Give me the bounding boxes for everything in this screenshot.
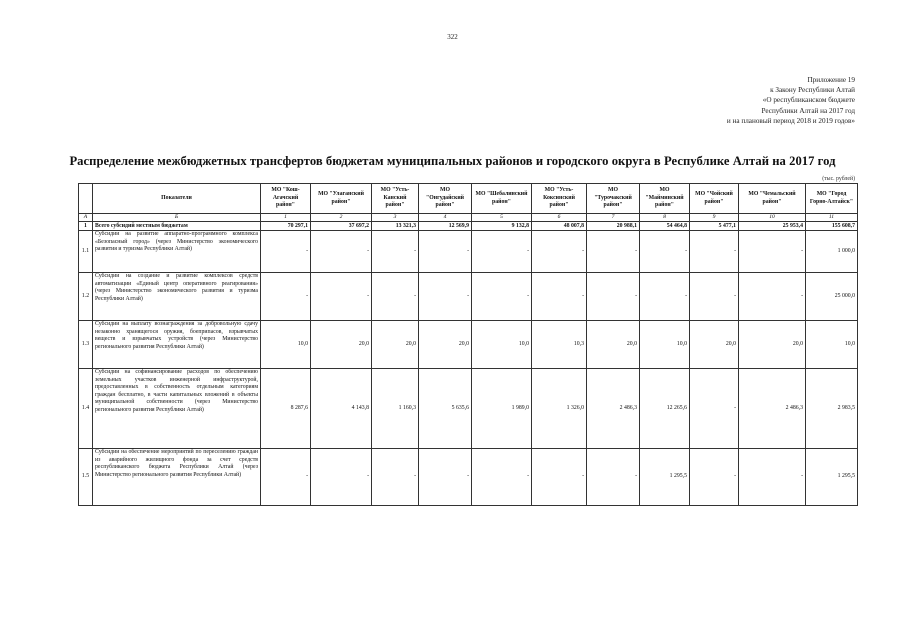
row-name: Субсидии на обеспечение мероприятий по переселению граждан из аварийного жилищного фонда за счет средств республиканского бюджета Республики Алтай (через Министерство регионального развития Республики Алтай) bbox=[93, 449, 261, 506]
column-index: 3 bbox=[372, 214, 419, 222]
value-cell: - bbox=[311, 231, 372, 273]
column-header: МО "Улаганский район" bbox=[311, 184, 372, 214]
value-cell: - bbox=[587, 273, 640, 321]
value-cell: 54 464,8 bbox=[640, 222, 690, 231]
row-number: 1 bbox=[79, 222, 93, 231]
column-index: 11 bbox=[806, 214, 858, 222]
value-cell: - bbox=[372, 449, 419, 506]
value-cell: - bbox=[311, 449, 372, 506]
appendix-line: к Закону Республики Алтай bbox=[770, 86, 855, 95]
value-cell: - bbox=[739, 449, 806, 506]
value-cell: 37 697,2 bbox=[311, 222, 372, 231]
value-cell: - bbox=[587, 449, 640, 506]
value-cell: 12 265,6 bbox=[640, 369, 690, 449]
value-cell: 2 486,3 bbox=[587, 369, 640, 449]
value-cell: 8 287,6 bbox=[261, 369, 311, 449]
value-cell: 25 953,4 bbox=[739, 222, 806, 231]
column-header bbox=[79, 184, 93, 214]
row-number: 1.4 bbox=[79, 369, 93, 449]
value-cell: - bbox=[532, 231, 587, 273]
value-cell: 9 132,8 bbox=[472, 222, 532, 231]
row-name: Субсидии на софинансирование расходов по обеспечению земельных участков инженерной инфраструктурой, предоставленных в собственность отдельным категориям граждан бесплатно, в части капитальных вложений в объекты муниципальной собственности (через Министерство регионального развития Республики Алтай) bbox=[93, 369, 261, 449]
appendix-line: Республики Алтай на 2017 год bbox=[761, 106, 855, 115]
value-cell: 20,0 bbox=[690, 321, 739, 369]
value-cell: 2 486,3 bbox=[739, 369, 806, 449]
value-cell: - bbox=[690, 231, 739, 273]
table-row bbox=[79, 449, 858, 506]
value-cell: 1 295,5 bbox=[806, 449, 858, 506]
column-index: 5 bbox=[472, 214, 532, 222]
column-header: МО "Майминский район" bbox=[640, 184, 690, 214]
value-cell: 20,0 bbox=[419, 321, 472, 369]
column-header: МО "Онгудайский район" bbox=[419, 184, 472, 214]
row-name: Субсидии на выплату вознаграждения за добровольную сдачу незаконно хранящегося оружия, боеприпасов, взрывчатых веществ и взрывчатых устройств (через Министерство регионального развития Республики Алтай) bbox=[93, 321, 261, 369]
value-cell: - bbox=[690, 449, 739, 506]
value-cell: 5 477,1 bbox=[690, 222, 739, 231]
value-cell: 155 608,7 bbox=[806, 222, 858, 231]
column-index: 10 bbox=[739, 214, 806, 222]
value-cell: 20 988,1 bbox=[587, 222, 640, 231]
value-cell: 1 295,5 bbox=[640, 449, 690, 506]
column-header: МО "Чемальский район" bbox=[739, 184, 806, 214]
appendix-line: и на плановый период 2018 и 2019 годов» bbox=[726, 116, 855, 125]
column-header: МО "Турочакский район" bbox=[587, 184, 640, 214]
value-cell: - bbox=[739, 273, 806, 321]
row-number: 1.2 bbox=[79, 273, 93, 321]
value-cell: 25 000,0 bbox=[806, 273, 858, 321]
value-cell: - bbox=[472, 231, 532, 273]
column-index-row bbox=[79, 214, 858, 222]
row-number: 1.1 bbox=[79, 231, 93, 273]
value-cell: - bbox=[587, 231, 640, 273]
value-cell: 5 635,6 bbox=[419, 369, 472, 449]
column-index: 7 bbox=[587, 214, 640, 222]
value-cell: - bbox=[472, 449, 532, 506]
appendix-line: «О республиканском бюджете bbox=[762, 96, 855, 105]
value-cell: 4 143,8 bbox=[311, 369, 372, 449]
units-label: (тыс. рублей) bbox=[822, 176, 855, 182]
column-header: МО "Шебалинский район" bbox=[472, 184, 532, 214]
appendix-line: Приложение 19 bbox=[807, 76, 855, 84]
value-cell: 1 326,0 bbox=[532, 369, 587, 449]
row-number: 1.3 bbox=[79, 321, 93, 369]
document-title: Распределение межбюджетных трансфертов бюджетам муниципальных районов и городского округа в Республике Алтай на 2017 год bbox=[69, 154, 836, 168]
value-cell: - bbox=[261, 273, 311, 321]
header-row bbox=[79, 184, 858, 214]
value-cell: - bbox=[640, 273, 690, 321]
value-cell: 10,0 bbox=[806, 321, 858, 369]
value-cell: 1 000,0 bbox=[806, 231, 858, 273]
column-index: Б bbox=[93, 214, 261, 222]
value-cell: - bbox=[472, 273, 532, 321]
column-index: 1 bbox=[261, 214, 311, 222]
table-row bbox=[79, 321, 858, 369]
value-cell: 10,3 bbox=[532, 321, 587, 369]
value-cell: 20,0 bbox=[311, 321, 372, 369]
transfers-table bbox=[78, 183, 858, 506]
row-name: Субсидии на развитие аппаратно-программного комплекса «Безопасный город» (через Министерство экономического развития и туризма Республики Алтай) bbox=[93, 231, 261, 273]
column-header: МО "Чойский район" bbox=[690, 184, 739, 214]
value-cell: 12 569,9 bbox=[419, 222, 472, 231]
value-cell: 10,0 bbox=[640, 321, 690, 369]
column-header: Показатели bbox=[93, 184, 261, 214]
column-header: МО "Кош-Агачский район" bbox=[261, 184, 311, 214]
value-cell: 2 983,5 bbox=[806, 369, 858, 449]
value-cell: - bbox=[261, 449, 311, 506]
table-row bbox=[79, 369, 858, 449]
value-cell: 1 989,0 bbox=[472, 369, 532, 449]
row-number: 1.5 bbox=[79, 449, 93, 506]
value-cell: 13 321,3 bbox=[372, 222, 419, 231]
value-cell: - bbox=[372, 273, 419, 321]
column-header: МО "Город Горно-Алтайск" bbox=[806, 184, 858, 214]
value-cell: 48 007,8 bbox=[532, 222, 587, 231]
value-cell: - bbox=[739, 231, 806, 273]
column-header: МО "Усть-Коксинский район" bbox=[532, 184, 587, 214]
value-cell: - bbox=[261, 231, 311, 273]
value-cell: - bbox=[532, 273, 587, 321]
row-name: Всего субсидий местным бюджетам bbox=[93, 222, 261, 231]
column-index: 9 bbox=[690, 214, 739, 222]
appendix-note bbox=[595, 75, 855, 126]
value-cell: 20,0 bbox=[372, 321, 419, 369]
value-cell: - bbox=[419, 449, 472, 506]
column-index: А bbox=[79, 214, 93, 222]
value-cell: - bbox=[419, 231, 472, 273]
value-cell: 10,0 bbox=[261, 321, 311, 369]
page-number: 322 bbox=[447, 33, 458, 41]
value-cell: - bbox=[640, 231, 690, 273]
value-cell: 20,0 bbox=[587, 321, 640, 369]
column-index: 2 bbox=[311, 214, 372, 222]
value-cell: 10,0 bbox=[472, 321, 532, 369]
column-index: 6 bbox=[532, 214, 587, 222]
table-row-total bbox=[79, 222, 858, 231]
value-cell: - bbox=[690, 273, 739, 321]
value-cell: - bbox=[532, 449, 587, 506]
value-cell: - bbox=[372, 231, 419, 273]
value-cell: - bbox=[690, 369, 739, 449]
table-row bbox=[79, 273, 858, 321]
value-cell: - bbox=[311, 273, 372, 321]
value-cell: - bbox=[419, 273, 472, 321]
table-row bbox=[79, 231, 858, 273]
column-index: 8 bbox=[640, 214, 690, 222]
column-header: МО "Усть-Канский район" bbox=[372, 184, 419, 214]
value-cell: 70 297,1 bbox=[261, 222, 311, 231]
value-cell: 20,0 bbox=[739, 321, 806, 369]
value-cell: 1 160,3 bbox=[372, 369, 419, 449]
row-name: Субсидии на создание и развитие комплексов средств автоматизации «Единый центр оперативного реагирования» (через Министерство экономического развития и туризма Республики Алтай) bbox=[93, 273, 261, 321]
column-index: 4 bbox=[419, 214, 472, 222]
